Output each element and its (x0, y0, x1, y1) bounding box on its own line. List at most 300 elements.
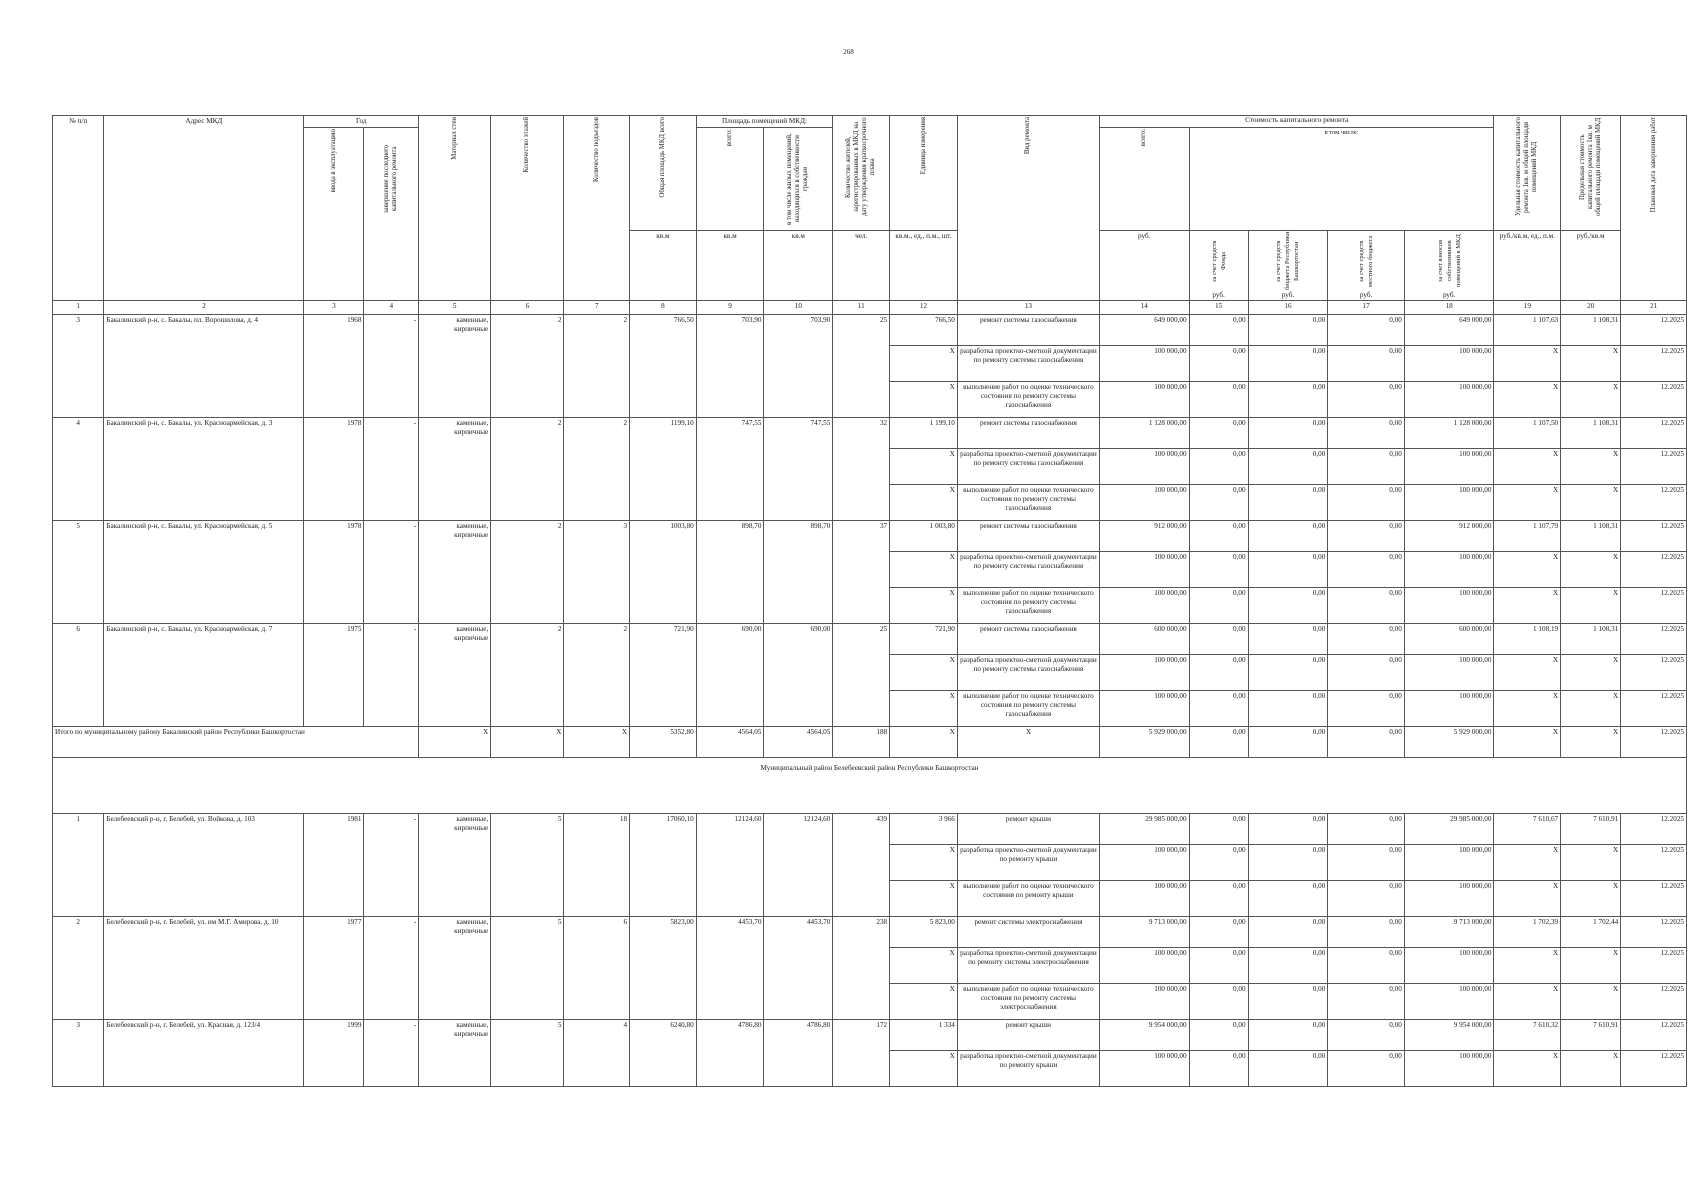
total-type: X (957, 727, 1099, 758)
unit-8: кв.м (630, 231, 697, 301)
house-no: 5 (53, 521, 104, 624)
repair-cost-republic: 0,00 (1248, 984, 1328, 1020)
repair-cost-republic: 0,00 (1248, 485, 1328, 521)
house-prem-res: 12124,60 (764, 814, 833, 917)
total-cost: 5 929 000,00 (1099, 727, 1189, 758)
house-last-repair: - (364, 521, 419, 624)
repair-type: выполнение работ по оценке технического состояния по ремонту системы газоснабжения (957, 382, 1099, 418)
repair-cost-republic: 0,00 (1248, 814, 1328, 845)
repair-max-cost: 1 108,31 (1561, 521, 1621, 552)
repair-qty: X (890, 655, 958, 691)
header-cost-owners-cell: за счет взносов собственников помещений в МКД руб. (1404, 231, 1494, 301)
repair-unit-cost: X (1494, 485, 1561, 521)
repair-type: разработка проектно-сметной документации по ремонту системы газоснабжения (957, 552, 1099, 588)
repair-max-cost: 1 108,31 (1561, 315, 1621, 346)
column-number: 14 (1099, 301, 1189, 315)
column-number: 5 (419, 301, 491, 315)
repair-max-cost: X (1561, 691, 1621, 727)
repair-date: 12.2025 (1621, 624, 1687, 655)
header-cost-total: всего: (1099, 128, 1189, 231)
repair-type: разработка проектно-сметной документации по ремонту системы газоснабжения (957, 655, 1099, 691)
house-year: 1978 (304, 418, 364, 521)
house-entrances: 2 (564, 624, 630, 727)
column-numbers (53, 301, 1687, 315)
house-row (53, 814, 1687, 845)
house-residents: 32 (833, 418, 890, 521)
total-prem-res: 4564,05 (764, 727, 833, 758)
repair-cost-republic: 0,00 (1248, 418, 1328, 449)
repair-cost-owners: 100 000,00 (1404, 552, 1494, 588)
repair-date: 12.2025 (1621, 845, 1687, 881)
repair-type: разработка проектно-сметной документации по ремонту крыши (957, 845, 1099, 881)
header-premises-group: Площадь помещений МКД: (696, 116, 833, 128)
repair-cost-local: 0,00 (1328, 315, 1405, 346)
repair-cost-fund: 0,00 (1189, 588, 1248, 624)
house-address: Бакалинский р-н, с. Бакалы, ул. Красноармейская, д. 5 (104, 521, 304, 624)
repair-cost-local: 0,00 (1328, 655, 1405, 691)
total-floors: X (491, 727, 564, 758)
column-number: 6 (491, 301, 564, 315)
repair-cost-fund: 0,00 (1189, 624, 1248, 655)
total-entrances: X (564, 727, 630, 758)
repair-qty: X (890, 485, 958, 521)
house-entrances: 2 (564, 418, 630, 521)
repair-unit-cost: 7 610,32 (1494, 1020, 1561, 1051)
column-number: 21 (1621, 301, 1687, 315)
header-unit-cost: Удельная стоимость капитального ремонта 1кв. м общей площади помещений МКД (1494, 116, 1561, 231)
repair-date: 12.2025 (1621, 449, 1687, 485)
repair-cost-local: 0,00 (1328, 814, 1405, 845)
house-prem-res: 690,00 (764, 624, 833, 727)
column-number: 17 (1328, 301, 1405, 315)
repair-max-cost: 1 108,31 (1561, 624, 1621, 655)
repair-type: выполнение работ по оценке технического состояния по ремонту системы газоснабжения (957, 691, 1099, 727)
repair-max-cost: 1 108,31 (1561, 418, 1621, 449)
repair-cost-republic: 0,00 (1248, 655, 1328, 691)
repair-cost-republic: 0,00 (1248, 588, 1328, 624)
house-floors: 5 (491, 917, 564, 1020)
house-address: Бакалинский р-н, с. Бакалы, пл. Ворошилова, д. 4 (104, 315, 304, 418)
repair-cost-local: 0,00 (1328, 845, 1405, 881)
repair-cost-local: 0,00 (1328, 984, 1405, 1020)
header-year-commission: ввода в эксплуатацию (304, 128, 364, 301)
repair-type: разработка проектно-сметной документации по ремонту крыши (957, 1051, 1099, 1087)
house-prem: 898,70 (696, 521, 764, 624)
repair-cost-fund: 0,00 (1189, 449, 1248, 485)
house-area: 721,90 (630, 624, 697, 727)
repair-date: 12.2025 (1621, 485, 1687, 521)
house-row (53, 917, 1687, 948)
repair-cost-total: 912 000,00 (1099, 521, 1189, 552)
column-number: 1 (53, 301, 104, 315)
repair-cost-local: 0,00 (1328, 552, 1405, 588)
repair-type: ремонт системы электроснабжения (957, 917, 1099, 948)
unit-20: руб./кв.м (1561, 231, 1621, 301)
district-title-row (53, 758, 1687, 814)
repair-cost-owners: 649 000,00 (1404, 315, 1494, 346)
total-residents: 188 (833, 727, 890, 758)
house-floors: 5 (491, 1020, 564, 1087)
header-cost-owners: за счет взносов собственников помещений в МКД (1436, 234, 1462, 288)
repair-qty: X (890, 552, 958, 588)
repair-cost-total: 100 000,00 (1099, 346, 1189, 382)
unit-19: руб./кв.м, ед., п.м. (1494, 231, 1561, 301)
repair-type: разработка проектно-сметной документации по ремонту системы газоснабжения (957, 449, 1099, 485)
page-number: 268 (843, 48, 854, 56)
house-last-repair: - (364, 624, 419, 727)
repair-date: 12.2025 (1621, 984, 1687, 1020)
unit-9: кв.м (696, 231, 764, 301)
repair-cost-owners: 100 000,00 (1404, 588, 1494, 624)
repair-cost-fund: 0,00 (1189, 917, 1248, 948)
repair-date: 12.2025 (1621, 588, 1687, 624)
house-last-repair: - (364, 1020, 419, 1087)
column-number: 3 (304, 301, 364, 315)
house-material: каменные, кирпичные (419, 917, 491, 1020)
house-prem: 4453,70 (696, 917, 764, 1020)
repair-cost-fund: 0,00 (1189, 1051, 1248, 1087)
house-area: 1003,80 (630, 521, 697, 624)
repair-qty: 721,90 (890, 624, 958, 655)
house-year: 1977 (304, 917, 364, 1020)
repair-type: выполнение работ по оценке технического состояния по ремонту системы электроснабжения (957, 984, 1099, 1020)
repair-unit-cost: X (1494, 382, 1561, 418)
repair-qty: 766,50 (890, 315, 958, 346)
house-floors: 2 (491, 315, 564, 418)
column-number: 4 (364, 301, 419, 315)
house-prem: 747,55 (696, 418, 764, 521)
repair-cost-total: 9 954 000,00 (1099, 1020, 1189, 1051)
repair-cost-owners: 100 000,00 (1404, 845, 1494, 881)
house-entrances: 3 (564, 521, 630, 624)
repair-cost-total: 100 000,00 (1099, 655, 1189, 691)
repair-unit-cost: X (1494, 655, 1561, 691)
header-total-area: Общая площадь МКД всего (630, 116, 697, 231)
house-prem-res: 747,55 (764, 418, 833, 521)
repair-cost-owners: 100 000,00 (1404, 948, 1494, 984)
repair-cost-local: 0,00 (1328, 1051, 1405, 1087)
repair-cost-fund: 0,00 (1189, 521, 1248, 552)
house-row (53, 315, 1687, 346)
house-address: Белебеевский р-н, г. Белебей, ул. Войкова, д. 103 (104, 814, 304, 917)
header-premises-residential: в том числе жилых помещений, находящихся в собственности граждан (764, 128, 833, 231)
house-last-repair: - (364, 418, 419, 521)
header-cost-republic: за счет средств бюджета Республики Башкортостан (1275, 231, 1301, 291)
column-number: 9 (696, 301, 764, 315)
repair-unit-cost: 1 108,19 (1494, 624, 1561, 655)
house-year: 1975 (304, 624, 364, 727)
house-prem-res: 4786,80 (764, 1020, 833, 1087)
house-area: 5823,00 (630, 917, 697, 1020)
header-floors: Количество этажей (491, 116, 564, 301)
repair-date: 12.2025 (1621, 691, 1687, 727)
house-last-repair: - (364, 814, 419, 917)
repair-date: 12.2025 (1621, 917, 1687, 948)
repair-cost-republic: 0,00 (1248, 1051, 1328, 1087)
repair-max-cost: X (1561, 449, 1621, 485)
house-row (53, 418, 1687, 449)
column-number: 10 (764, 301, 833, 315)
repair-type: выполнение работ по оценке технического состояния по ремонту крыши (957, 881, 1099, 917)
district-bakaly-total (53, 727, 1687, 814)
repair-max-cost: 1 702,44 (1561, 917, 1621, 948)
header-cost-republic-cell: за счет средств бюджета Республики Башкортостан руб. (1248, 231, 1328, 301)
repair-max-cost: X (1561, 845, 1621, 881)
house-prem: 12124,60 (696, 814, 764, 917)
header-no: № п/п (53, 116, 104, 301)
repair-cost-republic: 0,00 (1248, 845, 1328, 881)
repair-qty: 3 966 (890, 814, 958, 845)
repair-qty: 1 003,80 (890, 521, 958, 552)
repair-unit-cost: 1 702,39 (1494, 917, 1561, 948)
district-belebey-rows (53, 814, 1687, 1087)
repair-unit-cost: X (1494, 552, 1561, 588)
header-cost-sub: в том числе: (1189, 128, 1494, 231)
repair-date: 12.2025 (1621, 1020, 1687, 1051)
column-number: 16 (1248, 301, 1328, 315)
repair-max-cost: X (1561, 346, 1621, 382)
header-address: Адрес МКД (104, 116, 304, 301)
header-entrances: Количество подъездов (564, 116, 630, 301)
repair-date: 12.2025 (1621, 418, 1687, 449)
repair-unit-cost: 7 610,67 (1494, 814, 1561, 845)
house-area: 6240,80 (630, 1020, 697, 1087)
repair-type: ремонт системы газоснабжения (957, 315, 1099, 346)
repair-type: выполнение работ по оценке технического состояния по ремонту системы газоснабжения (957, 485, 1099, 521)
repair-cost-total: 100 000,00 (1099, 1051, 1189, 1087)
total-own: 5 929 000,00 (1404, 727, 1494, 758)
house-address: Бакалинский р-н, с. Бакалы, ул. Красноармейская, д. 7 (104, 624, 304, 727)
repair-qty: X (890, 382, 958, 418)
repair-cost-fund: 0,00 (1189, 655, 1248, 691)
house-no: 2 (53, 917, 104, 1020)
header-year-last-repair: завершение последнего капитального ремонта (364, 128, 419, 301)
house-last-repair: - (364, 917, 419, 1020)
repair-max-cost: X (1561, 382, 1621, 418)
district-title: Муниципальный район Белебеевский район Республики Башкортостан (53, 758, 1687, 814)
repair-cost-fund: 0,00 (1189, 382, 1248, 418)
repair-type: ремонт крыши (957, 1020, 1099, 1051)
repair-cost-republic: 0,00 (1248, 346, 1328, 382)
repair-qty: X (890, 948, 958, 984)
column-number: 12 (890, 301, 958, 315)
repair-cost-total: 29 985 000,00 (1099, 814, 1189, 845)
total-material: X (419, 727, 491, 758)
repair-unit-cost: X (1494, 948, 1561, 984)
repair-cost-republic: 0,00 (1248, 315, 1328, 346)
repair-qty: 1 199,10 (890, 418, 958, 449)
repair-cost-fund: 0,00 (1189, 948, 1248, 984)
house-entrances: 6 (564, 917, 630, 1020)
repair-cost-republic: 0,00 (1248, 449, 1328, 485)
repair-type: ремонт системы газоснабжения (957, 521, 1099, 552)
repair-qty: X (890, 881, 958, 917)
repair-qty: 1 334 (890, 1020, 958, 1051)
house-year: 1978 (304, 521, 364, 624)
repair-cost-total: 100 000,00 (1099, 449, 1189, 485)
repair-cost-local: 0,00 (1328, 624, 1405, 655)
repair-date: 12.2025 (1621, 315, 1687, 346)
total-area: 5352,80 (630, 727, 697, 758)
table-header (53, 116, 1687, 315)
repair-unit-cost: 1 107,50 (1494, 418, 1561, 449)
repair-cost-fund: 0,00 (1189, 315, 1248, 346)
unit-10: кв.м (764, 231, 833, 301)
header-cost-fund: за счет средств Фонда (1210, 240, 1227, 282)
house-row (53, 624, 1687, 655)
house-prem: 703,90 (696, 315, 764, 418)
column-number: 19 (1494, 301, 1561, 315)
house-residents: 172 (833, 1020, 890, 1087)
repair-cost-total: 9 713 000,00 (1099, 917, 1189, 948)
repair-max-cost: X (1561, 1051, 1621, 1087)
repair-date: 12.2025 (1621, 346, 1687, 382)
repair-cost-local: 0,00 (1328, 521, 1405, 552)
repair-cost-total: 100 000,00 (1099, 552, 1189, 588)
repair-type: ремонт крыши (957, 814, 1099, 845)
header-cost-group: Стоимость капитального ремонта (1099, 116, 1494, 128)
repair-cost-republic: 0,00 (1248, 881, 1328, 917)
header-premises-total: всего: (696, 128, 764, 231)
house-floors: 2 (491, 624, 564, 727)
house-prem: 690,00 (696, 624, 764, 727)
repair-cost-republic: 0,00 (1248, 917, 1328, 948)
house-no: 1 (53, 814, 104, 917)
repair-date: 12.2025 (1621, 382, 1687, 418)
house-prem-res: 4453,70 (764, 917, 833, 1020)
repair-cost-republic: 0,00 (1248, 624, 1328, 655)
house-residents: 25 (833, 624, 890, 727)
house-entrances: 2 (564, 315, 630, 418)
repair-cost-owners: 600 000,00 (1404, 624, 1494, 655)
house-material: каменные, кирпичные (419, 1020, 491, 1087)
repair-cost-fund: 0,00 (1189, 552, 1248, 588)
repair-unit-cost: 1 107,63 (1494, 315, 1561, 346)
repair-type: выполнение работ по оценке технического состояния по ремонту системы газоснабжения (957, 588, 1099, 624)
house-year: 1968 (304, 315, 364, 418)
house-floors: 5 (491, 814, 564, 917)
header-cost-local-cell: за счет средств местного бюджета руб. (1328, 231, 1405, 301)
total-fund: 0,00 (1189, 727, 1248, 758)
repair-cost-republic: 0,00 (1248, 948, 1328, 984)
repair-cost-total: 100 000,00 (1099, 984, 1189, 1020)
repair-cost-total: 100 000,00 (1099, 485, 1189, 521)
house-area: 766,50 (630, 315, 697, 418)
header-planned-date: Плановая дата завершения работ (1621, 116, 1687, 301)
unit-14: руб. (1099, 231, 1189, 301)
repair-cost-republic: 0,00 (1248, 691, 1328, 727)
house-entrances: 18 (564, 814, 630, 917)
repair-cost-local: 0,00 (1328, 346, 1405, 382)
house-no: 6 (53, 624, 104, 727)
repair-cost-owners: 100 000,00 (1404, 691, 1494, 727)
total-prem: 4564,05 (696, 727, 764, 758)
repair-date: 12.2025 (1621, 655, 1687, 691)
header-unit-measure: Единица измерения (890, 116, 958, 231)
repair-cost-owners: 1 128 000,00 (1404, 418, 1494, 449)
column-number: 11 (833, 301, 890, 315)
house-material: каменные, кирпичные (419, 814, 491, 917)
repair-cost-total: 100 000,00 (1099, 845, 1189, 881)
house-address: Бакалинский р-н, с. Бакалы, ул. Красноармейская, д. 3 (104, 418, 304, 521)
repair-max-cost: X (1561, 588, 1621, 624)
repair-unit-cost: 1 107,79 (1494, 521, 1561, 552)
repair-cost-fund: 0,00 (1189, 1020, 1248, 1051)
repair-qty: 5 823,00 (890, 917, 958, 948)
repair-max-cost: X (1561, 948, 1621, 984)
repair-max-cost: X (1561, 552, 1621, 588)
repair-cost-local: 0,00 (1328, 691, 1405, 727)
total-row (53, 727, 1687, 758)
house-address: Белебеевский р-н, г. Белебей, ул. им М.Г. Амирова, д. 10 (104, 917, 304, 1020)
repair-cost-total: 100 000,00 (1099, 691, 1189, 727)
house-last-repair: - (364, 315, 419, 418)
repair-date: 12.2025 (1621, 948, 1687, 984)
repair-cost-local: 0,00 (1328, 485, 1405, 521)
repair-unit-cost: X (1494, 691, 1561, 727)
repair-qty: X (890, 984, 958, 1020)
header-residents: Количество жителей, зарегистрированных в МКД на дату утверждения краткосрочного плана (833, 116, 890, 231)
repair-cost-local: 0,00 (1328, 418, 1405, 449)
repair-cost-local: 0,00 (1328, 1020, 1405, 1051)
house-no: 4 (53, 418, 104, 521)
house-prem-res: 703,90 (764, 315, 833, 418)
house-row (53, 1020, 1687, 1051)
repair-cost-owners: 100 000,00 (1404, 485, 1494, 521)
repair-cost-republic: 0,00 (1248, 552, 1328, 588)
column-number: 13 (957, 301, 1099, 315)
repair-max-cost: X (1561, 485, 1621, 521)
repair-date: 12.2025 (1621, 881, 1687, 917)
house-material: каменные, кирпичные (419, 521, 491, 624)
total-loc: 0,00 (1328, 727, 1405, 758)
header-year-group: Год (304, 116, 419, 128)
repair-max-cost: 7 610,91 (1561, 1020, 1621, 1051)
header-wall-material: Материал стен (419, 116, 491, 301)
repair-type: разработка проектно-сметной документации по ремонту системы газоснабжения (957, 346, 1099, 382)
house-floors: 2 (491, 521, 564, 624)
house-residents: 25 (833, 315, 890, 418)
house-residents: 238 (833, 917, 890, 1020)
repair-cost-republic: 0,00 (1248, 1020, 1328, 1051)
header-cost-fund-cell: за счет средств Фонда руб. (1189, 231, 1248, 301)
house-area: 1199,10 (630, 418, 697, 521)
house-material: каменные, кирпичные (419, 624, 491, 727)
column-number: 20 (1561, 301, 1621, 315)
house-row (53, 521, 1687, 552)
repair-cost-local: 0,00 (1328, 948, 1405, 984)
total-date: 12.2025 (1621, 727, 1687, 758)
repair-cost-owners: 100 000,00 (1404, 346, 1494, 382)
house-material: каменные, кирпичные (419, 418, 491, 521)
repair-cost-owners: 29 985 000,00 (1404, 814, 1494, 845)
repair-cost-owners: 100 000,00 (1404, 449, 1494, 485)
repair-type: ремонт системы газоснабжения (957, 624, 1099, 655)
repair-max-cost: 7 610,91 (1561, 814, 1621, 845)
header-cost-local: за счет средств местного бюджета (1358, 235, 1375, 287)
unit-11: чел. (833, 231, 890, 301)
repair-cost-fund: 0,00 (1189, 691, 1248, 727)
capital-repair-table (52, 115, 1687, 1087)
repair-cost-owners: 100 000,00 (1404, 984, 1494, 1020)
column-number: 8 (630, 301, 697, 315)
repair-cost-total: 100 000,00 (1099, 948, 1189, 984)
house-no: 3 (53, 315, 104, 418)
repair-date: 12.2025 (1621, 814, 1687, 845)
total-rep: 0,00 (1248, 727, 1328, 758)
repair-cost-republic: 0,00 (1248, 521, 1328, 552)
house-year: 1981 (304, 814, 364, 917)
